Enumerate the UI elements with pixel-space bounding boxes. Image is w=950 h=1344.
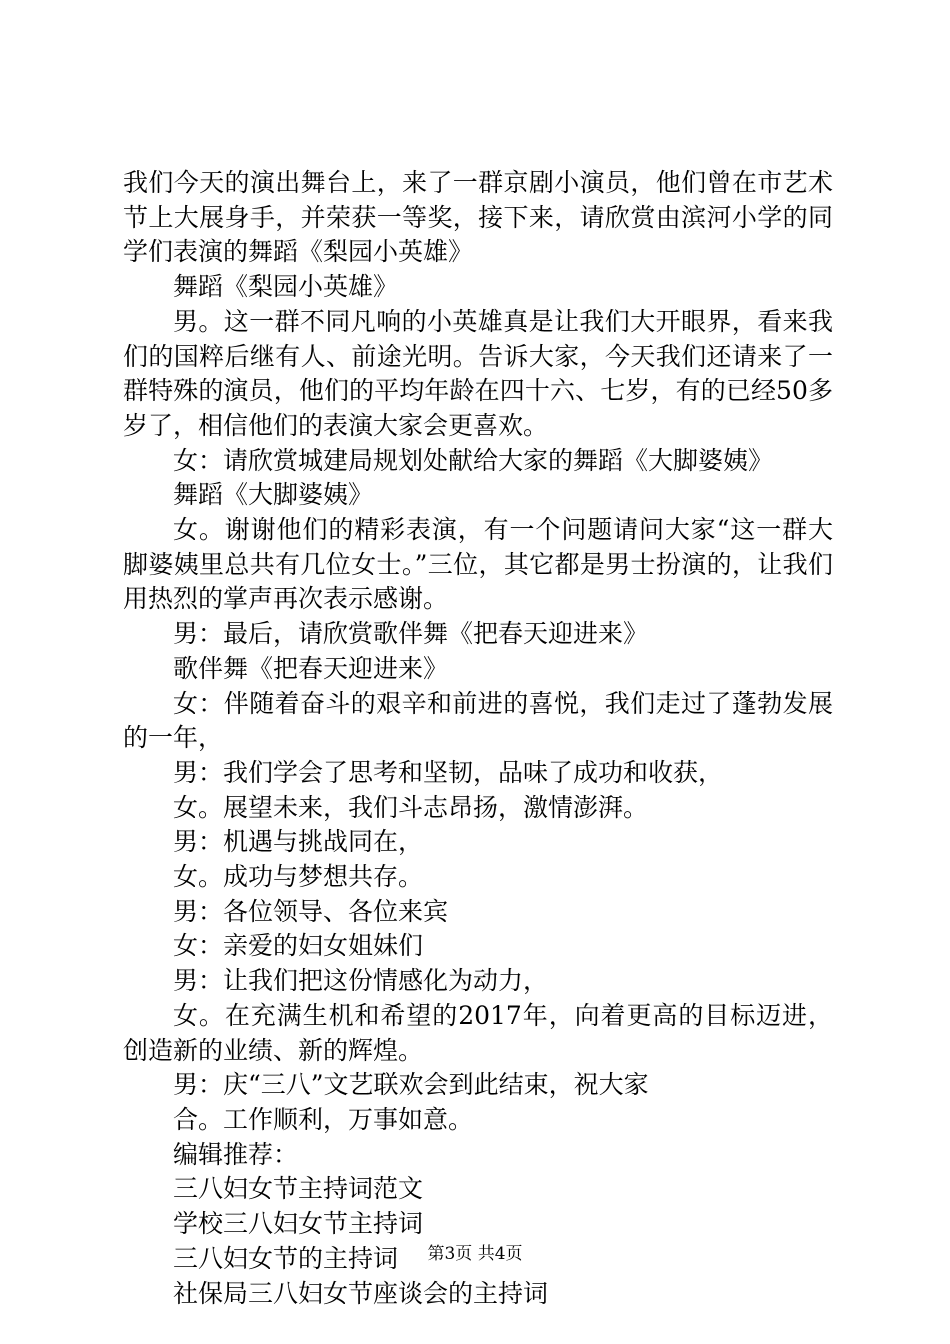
paragraph: 舞蹈《梨园小英雄》 — [173, 272, 399, 302]
paragraph: 女。成功与梦想共存。 — [173, 862, 424, 892]
paragraph: 男：机遇与挑战同在， — [173, 827, 424, 857]
recommend-item: 社保局三八妇女节座谈会的主持词 — [173, 1278, 549, 1308]
page-footer — [0, 1243, 950, 1265]
recommend-item: 三八妇女节的主持词 — [173, 1243, 399, 1273]
paragraph: 男。这一群不同凡响的小英雄真是让我们大开眼界，看来我们的国粹后继有人、前途光明。告诉大家，今天我们还请来了一群特殊的演员，他们的平均年龄在四十六、七岁，有的已经50多岁了，相信他们的表演大家会更喜欢。 — [123, 306, 833, 440]
paragraph: 男：最后，请欣赏歌伴舞《把春天迎进来》 — [173, 619, 649, 649]
paragraph: 合。工作顺利，万事如意。 — [173, 1104, 474, 1134]
paragraph: 男：我们学会了思考和坚韧，品味了成功和收获， — [173, 757, 724, 787]
paragraph: 我们今天的演出舞台上，来了一群京剧小演员，他们曾在市艺术节上大展身手，并荣获一等奖，接下来，请欣赏由滨河小学的同学们表演的舞蹈《梨园小英雄》 — [123, 168, 833, 267]
paragraph: 女：亲爱的妇女姐妹们 — [173, 931, 424, 961]
paragraph: 女：伴随着奋斗的艰辛和前进的喜悦，我们走过了蓬勃发展的一年， — [123, 688, 833, 753]
paragraph: 男：让我们把这份情感化为动力， — [173, 966, 549, 996]
document-body — [123, 166, 833, 1311]
paragraph: 女：请欣赏城建局规划处献给大家的舞蹈《大脚婆姨》 — [173, 445, 774, 475]
recommend-item: 学校三八妇女节主持词 — [173, 1209, 424, 1239]
paragraph: 女。在充满生机和希望的2017年，向着更高的目标迈进，创造新的业绩、新的辉煌。 — [123, 1000, 833, 1065]
recommend-item: 三八妇女节主持词范文 — [173, 1174, 424, 1204]
paragraph: 女。展望未来，我们斗志昂扬，激情澎湃。 — [173, 792, 649, 822]
paragraph: 女。谢谢他们的精彩表演，有一个问题请问大家“这一群大脚婆姨里总共有几位女士。”三位，其它都是男士扮演的，让我们用热烈的掌声再次表示感谢。 — [123, 515, 833, 614]
paragraph: 男：各位领导、各位来宾 — [173, 896, 449, 926]
paragraph: 男：庆“三八”文艺联欢会到此结束，祝大家 — [173, 1070, 649, 1100]
recommend-heading: 编辑推荐： — [173, 1139, 299, 1169]
paragraph: 舞蹈《大脚婆姨》 — [173, 480, 374, 510]
page-number-label: 第3页 共4页 — [427, 1244, 523, 1264]
paragraph: 歌伴舞《把春天迎进来》 — [173, 653, 449, 683]
